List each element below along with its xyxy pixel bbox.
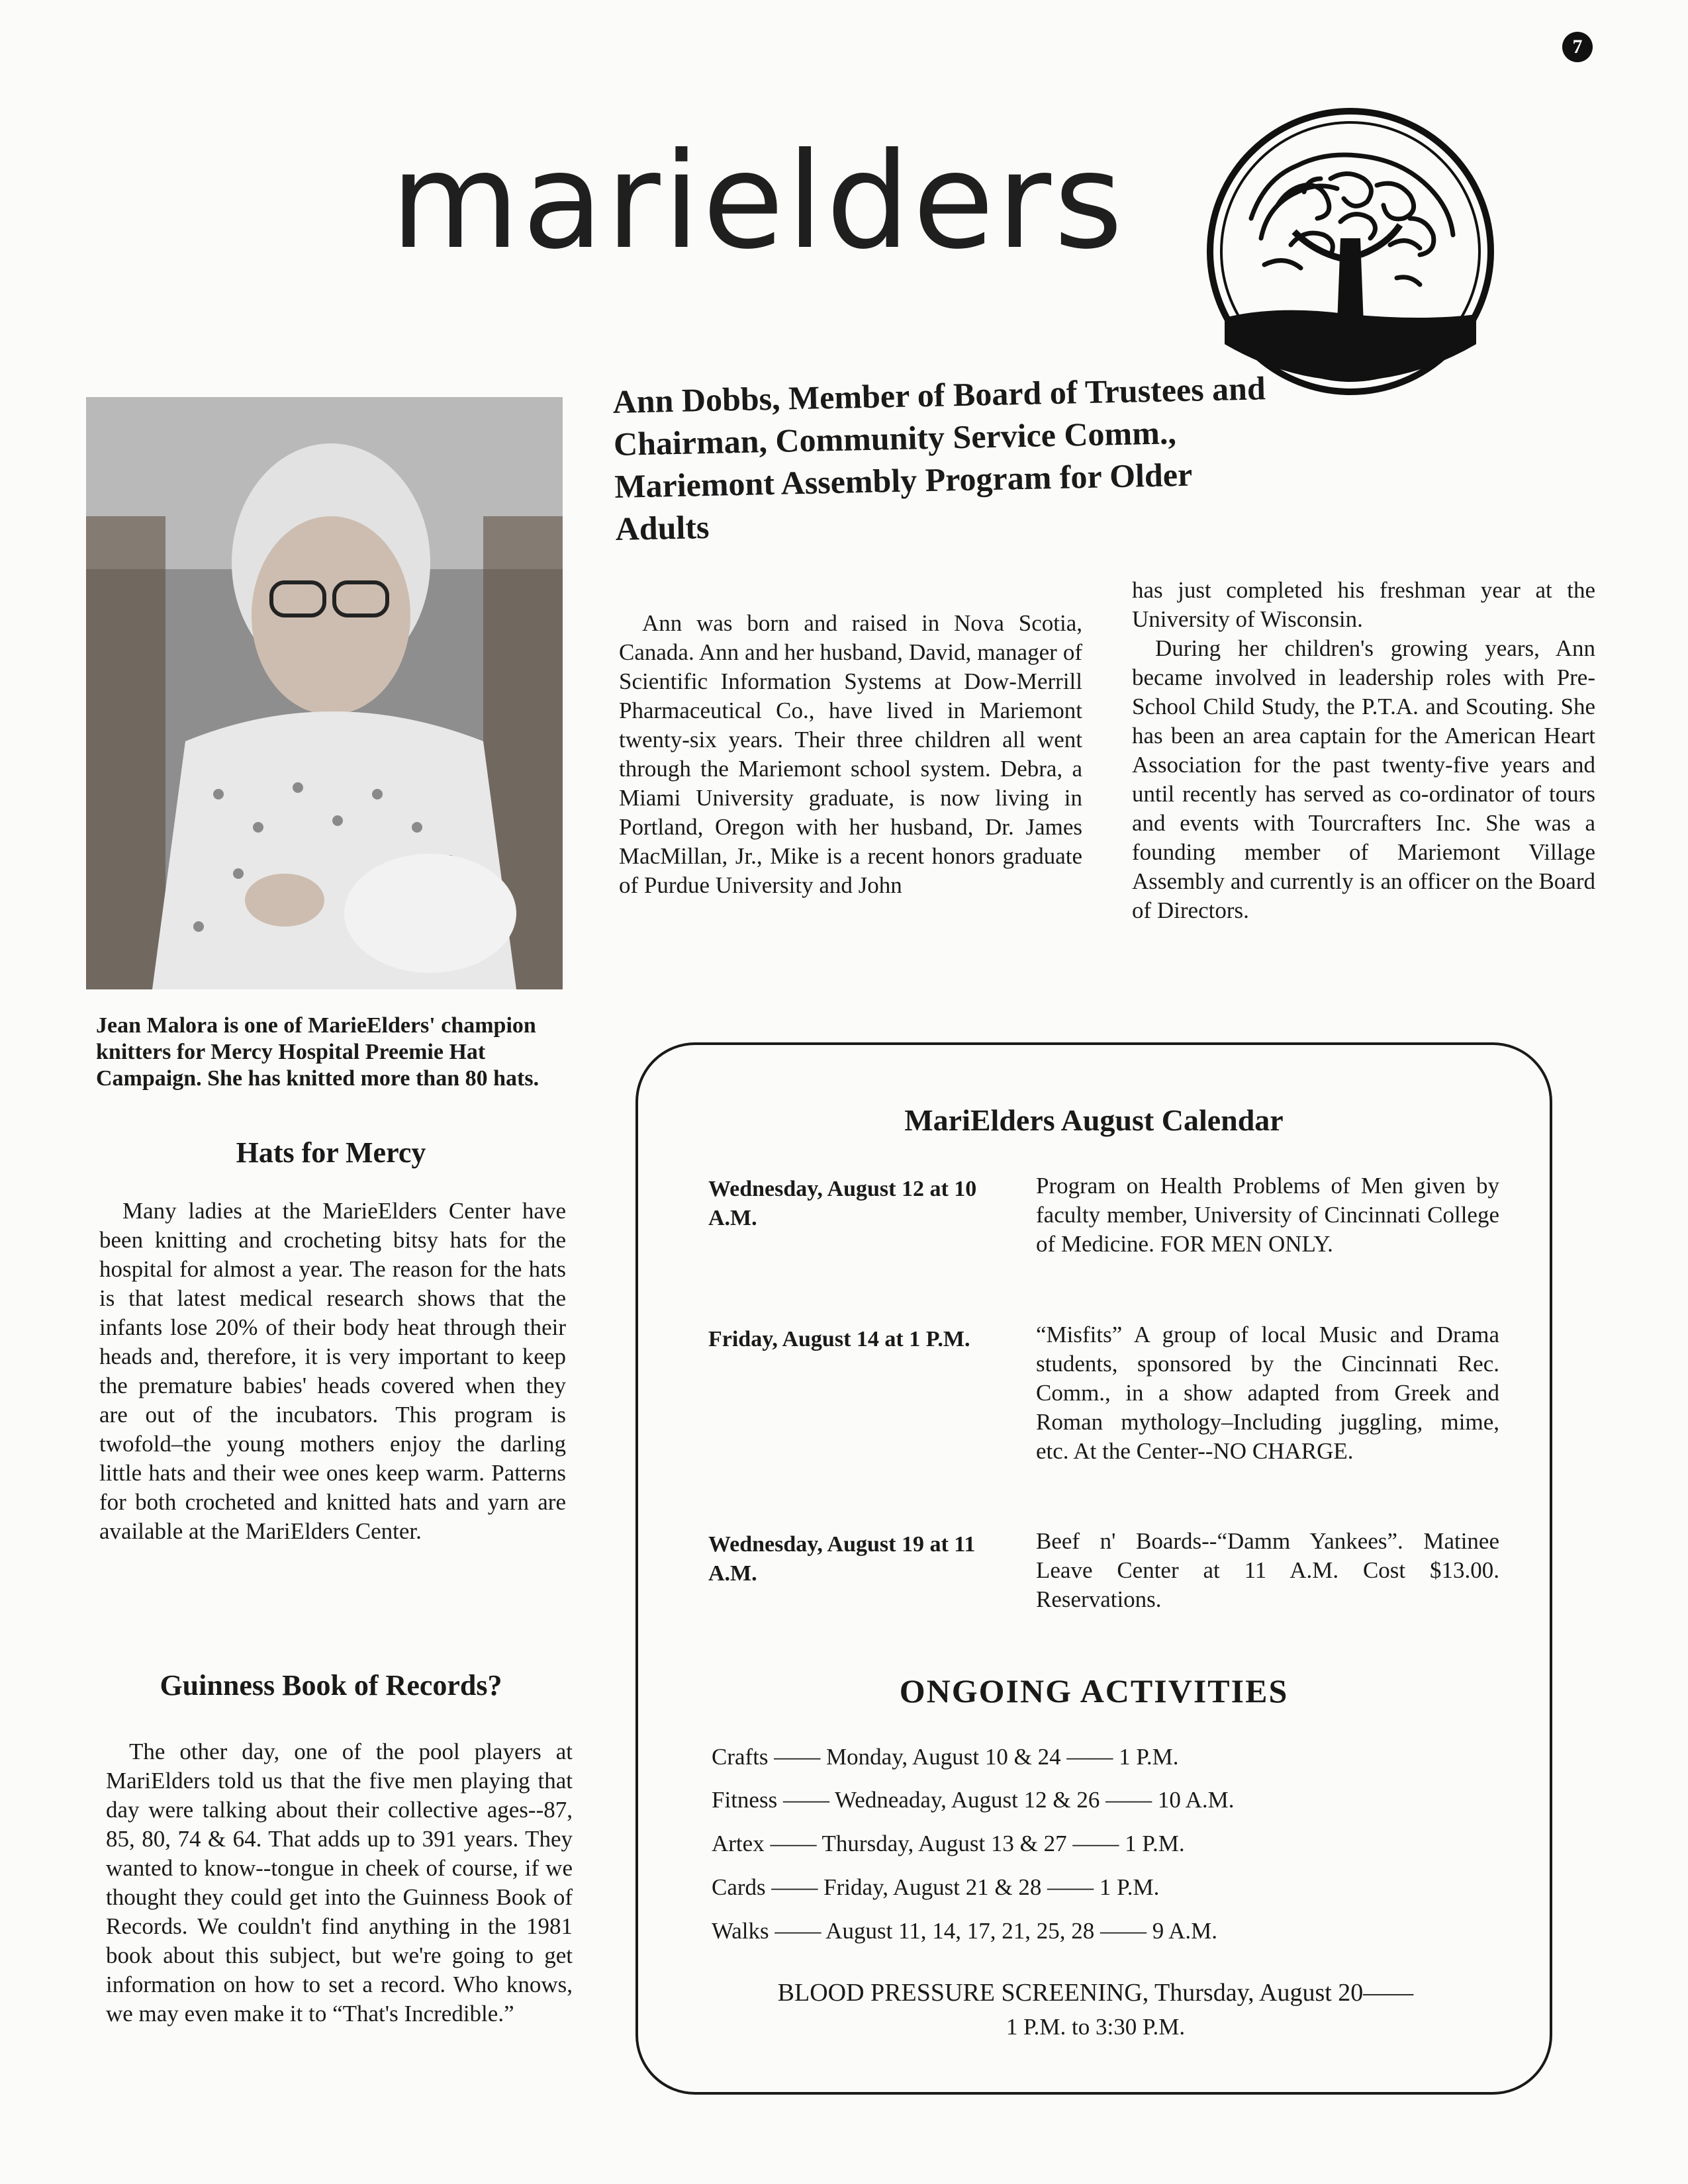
ongoing-item: Cards —— Friday, August 21 & 28 —— 1 P.M.: [712, 1874, 1160, 1900]
event-2-when: Friday, August 14 at 1 P.M.: [708, 1327, 970, 1351]
photo-jean-malora: [86, 397, 563, 989]
masthead-title: marielders: [391, 124, 1126, 279]
tree-logo-icon: [1198, 106, 1503, 397]
guinness-heading: Guinness Book of Records?: [160, 1669, 502, 1702]
photo-caption: Jean Malora is one of MarieElders' champion knitters for Mercy Hospital Preemie Hat Campaign. She has knitted more than 80 hats.: [96, 1013, 539, 1091]
blood-pressure-line-2: 1 P.M. to 3:30 P.M.: [1006, 2014, 1186, 2040]
feature-column-2b: During her children's growing years, Ann became involved in leadership roles with Pre-School Child Study, the P.T.A. and Scouting. She has been an area captain for the American Heart Association for the past twenty-five years and until recently has served as co-ordinator of tours and events with Tourcrafters Inc. She was a founding member of Mariemont Village Assembly and currently is an officer on the Board of Directors.: [1132, 635, 1595, 923]
event-3-what: Beef n' Boards--“Damm Yankees”. Matinee Leave Center at 11 A.M. Cost $13.00. Reservations.: [1036, 1528, 1499, 1612]
ongoing-item: Fitness —— Wedneaday, August 12 & 26 —— 10 A.M.: [712, 1787, 1235, 1813]
ongoing-heading: ONGOING ACTIVITIES: [899, 1672, 1289, 1709]
event-3-when: Wednesday, August 19 at 11 A.M.: [708, 1532, 976, 1586]
event-2-what: “Misfits” A group of local Music and Drama students, sponsored by the Cincinnati Rec. Comm., in a show adapted from Greek and Roman mythology–Including juggling, mime, etc. At the Center--NO CHARGE.: [1036, 1322, 1499, 1464]
feature-column-2a: has just completed his freshman year at the University of Wisconsin.: [1132, 577, 1595, 632]
blood-pressure-line-1: BLOOD PRESSURE SCREENING, Thursday, August 20——: [777, 1979, 1414, 2007]
page-number: 7: [1562, 32, 1593, 62]
ongoing-item: Walks —— August 11, 14, 17, 21, 25, 28 —— 9 A.M.: [712, 1918, 1217, 1944]
event-1-what: Program on Health Problems of Men given by faculty member, University of Cincinnati College of Medicine. FOR MEN ONLY.: [1036, 1173, 1499, 1257]
feature-column-1: Ann was born and raised in Nova Scotia, Canada. Ann and her husband, David, manager of Scientific Information Systems at Dow-Merrill Pharmaceutical Co., have lived in Mariemont twenty-six years. Their three children all went through the Mariemont school system. Debra, a Miami University graduate, is now living in Portland, Oregon with her husband, Dr. James MacMillan, Jr., Mike is a recent honors graduate of Purdue University and John: [619, 610, 1082, 898]
hats-body: Many ladies at the MarieElders Center have been knitting and crocheting bitsy hats for the hospital for almost a year. The reason for the hats is that latest medical research shows that the infants lose 20% of their body heat through their heads and, therefore, it is very important to keep the premature babies' heads covered when they are out of the incubators. This program is twofold–the young mothers enjoy the darling little hats and their wee ones keep warm. Patterns for both crocheted and knitted hats and yarn are available at the MariElders Center.: [99, 1198, 566, 1544]
ongoing-item: Artex —— Thursday, August 13 & 27 —— 1 P.M.: [712, 1831, 1185, 1856]
calendar-title: MariElders August Calendar: [904, 1103, 1284, 1137]
event-1-when: Wednesday, August 12 at 10 A.M.: [708, 1177, 977, 1230]
hats-heading: Hats for Mercy: [236, 1136, 426, 1169]
ongoing-item: Crafts —— Monday, August 10 & 24 —— 1 P.M.: [712, 1744, 1179, 1770]
feature-title: Ann Dobbs, Member of Board of Trustees and Chairman, Community Service Comm., Mariemont Assembly Program for Older Adults: [612, 369, 1266, 547]
guinness-body: The other day, one of the pool players at MariElders told us that the five men playing that day were talking about their collective ages--87, 85, 80, 74 & 64. That adds up to 391 years. They wanted to know--tongue in cheek of course, if we thought they could get into the Guinness Book of Records. We couldn't find anything in the 1981 book about this subject, but we're going to get information on how to set a record. Who knows, we may even make it to “That's Incredible.”: [106, 1739, 573, 2026]
